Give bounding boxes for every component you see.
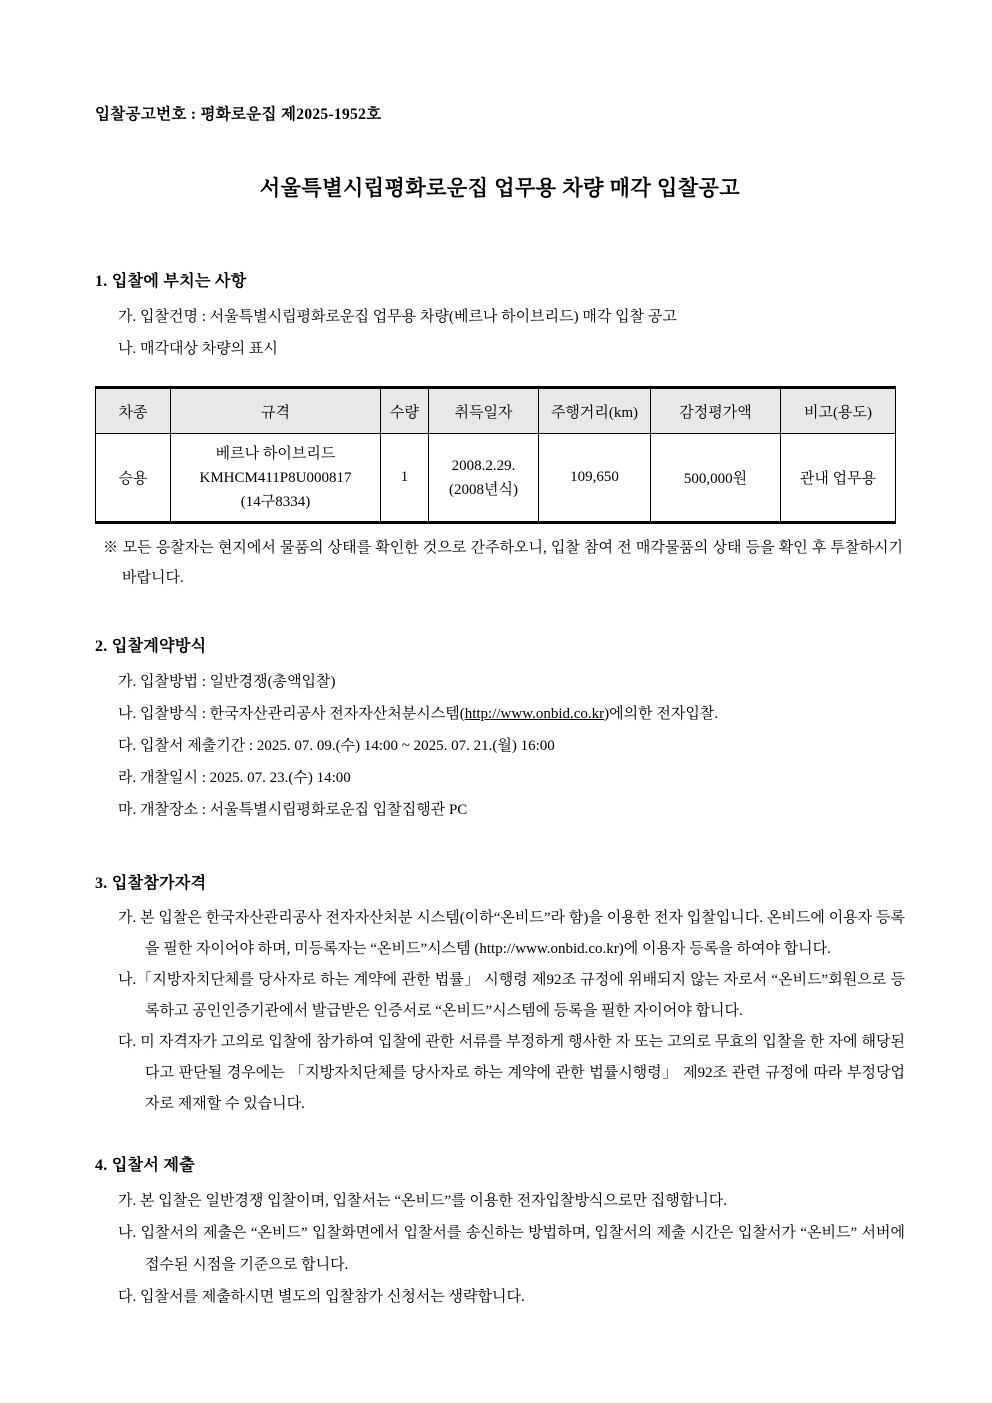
col-quantity: 수량 xyxy=(381,388,429,434)
item-eligibility-b: 나.「지방자치단체를 당사자로 하는 계약에 관한 법률」 시행령 제92조 규정에 위배되지 않는 자로서 “온비드”회원으로 등록하고 공인인증기관에서 발급받은 인증서로 “온비드”시스템에 등록을 필한 자이어야 합니다. xyxy=(118,972,905,1019)
vehicle-table xyxy=(95,386,896,524)
cell-spec xyxy=(171,434,381,523)
table-footnote: ※ 모든 응찰자는 현지에서 물품의 상태를 확인한 것으로 간주하오니, 입찰 참여 전 매각물품의 상태 등을 확인 후 투찰하시기 바랍니다. xyxy=(103,540,903,586)
document-title: 서울특별시립평화로운집 업무용 차량 매각 입찰공고 xyxy=(259,176,741,200)
section-bid-items xyxy=(95,268,905,593)
cell-mileage: 109,650 xyxy=(539,434,651,523)
cell-vehicle-type: 승용 xyxy=(96,434,171,523)
item-submission-b: 나. 입찰서의 제출은 “온비드” 입찰화면에서 입찰서를 송신하는 방법하며, 입찰서의 제출 시간은 입찰서가 “온비드” 서버에 접수된 시점을 기준으로 합니다. xyxy=(118,1225,905,1273)
section-contract-method xyxy=(95,633,905,826)
cell-quantity: 1 xyxy=(381,434,429,523)
col-mileage: 주행거리(km) xyxy=(539,388,651,434)
cell-appraisal-value: 500,000원 xyxy=(651,434,781,523)
col-acquisition-date: 취득일자 xyxy=(429,388,539,434)
acquisition-year: (2008년식) xyxy=(449,481,518,498)
acquisition-date: 2008.2.29. xyxy=(451,457,516,474)
spec-vin: KMHCM411P8U000817 xyxy=(199,469,352,486)
col-vehicle-type: 차종 xyxy=(96,388,171,434)
table-row xyxy=(96,434,896,523)
section1-item-vehicle-table-label: 나. 매각대상 차량의 표시 xyxy=(118,341,278,357)
item-submission-period: 다. 입찰서 제출기간 : 2025. 07. 09.(수) 14:00 ~ 2025. 07. 21.(월) 16:00 xyxy=(118,738,555,754)
spec-plate: (14구8334) xyxy=(240,493,311,510)
section-3-heading: 3. 입찰참가자격 xyxy=(95,875,207,892)
item-bid-system xyxy=(118,698,905,730)
section1-item-bid-name: 가. 입찰건명 : 서울특별시립평화로운집 업무용 차량(베르나 하이브리드) 매각 입찰 공고 xyxy=(118,309,677,325)
col-spec: 규격 xyxy=(171,388,381,434)
spec-model: 베르나 하이브리드 xyxy=(215,445,336,462)
item-eligibility-c: 다. 미 자격자가 고의로 입찰에 참가하여 입찰에 관한 서류를 부정하게 행사한 자 또는 고의로 무효의 입찰을 한 자에 해당된다고 판단될 경우에는 「지방자치단체를 당사자로 하는 계약에 관한 법률시행령」 제92조 관련 규정에 따라 부정당업자로 제재할 수 있습니다. xyxy=(118,1034,905,1112)
item-submission-a: 가. 본 입찰은 일반경쟁 입찰이며, 입찰서는 “온비드”를 이용한 전자입찰방식으로만 집행합니다. xyxy=(118,1193,727,1209)
item-submission-c: 다. 입찰서를 제출하시면 별도의 입찰참가 신청서는 생략합니다. xyxy=(118,1289,525,1305)
col-appraisal-value: 감정평가액 xyxy=(651,388,781,434)
item-opening-place: 마. 개찰장소 : 서울특별시립평화로운집 입찰집행관 PC xyxy=(118,802,468,818)
section-eligibility xyxy=(95,870,905,1120)
section-2-heading: 2. 입찰계약방식 xyxy=(95,638,207,655)
item-bid-method: 가. 입찰방법 : 일반경쟁(총액입찰) xyxy=(118,674,336,690)
cell-acquisition-date xyxy=(429,434,539,523)
section-1-heading: 1. 입찰에 부치는 사항 xyxy=(95,273,247,290)
bid-system-prefix: 나. 입찰방식 : 한국자산관리공사 전자자산처분시스템( xyxy=(118,706,465,722)
section-4-heading: 4. 입찰서 제출 xyxy=(95,1157,195,1174)
notice-number: 입찰공고번호 : 평화로운집 제2025-1952호 xyxy=(95,106,382,123)
item-opening-datetime: 라. 개찰일시 : 2025. 07. 23.(수) 14:00 xyxy=(118,770,351,786)
cell-remarks: 관내 업무용 xyxy=(781,434,896,523)
bid-system-suffix: )에의한 전자입찰. xyxy=(604,706,719,722)
item-eligibility-a: 가. 본 입찰은 한국자산관리공사 전자자산처분 시스템(이하“온비드”라 함)을 이용한 전자 입찰입니다. 온비드에 이용자 등록을 필한 자이어야 하며, 미등록자는 “온비드”시스템 (http://www.onbid.co.kr)에 이용자 등록을 하여야 합니다. xyxy=(118,910,905,957)
col-remarks: 비고(용도) xyxy=(781,388,896,434)
onbid-url-link[interactable]: http://www.onbid.co.kr xyxy=(464,706,605,722)
table-header-row xyxy=(96,388,896,434)
section-bid-submission xyxy=(95,1152,905,1313)
